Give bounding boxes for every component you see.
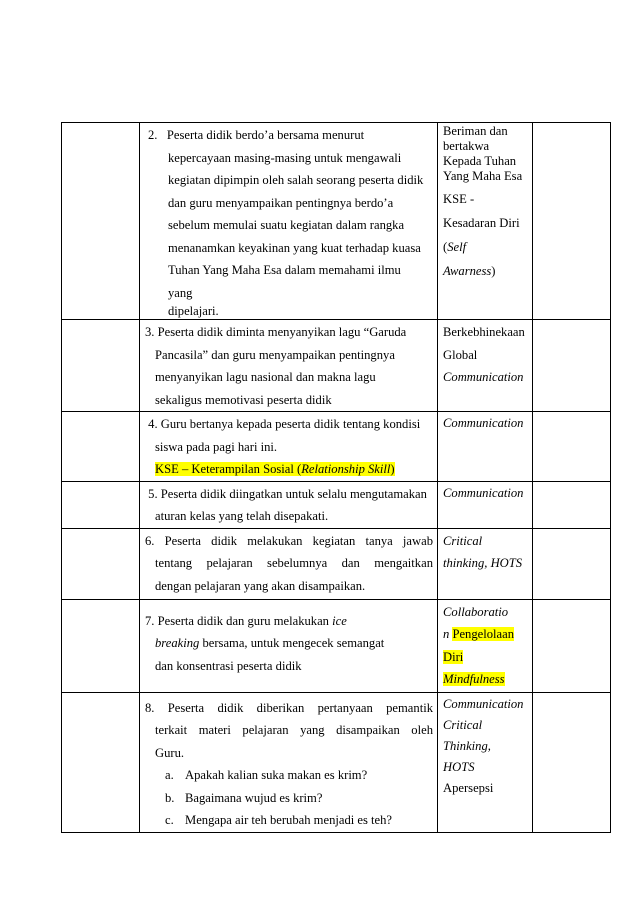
kse-label: KSE – Keterampilan Sosial (	[155, 462, 302, 476]
activity-cell	[140, 123, 438, 320]
activity-line: dengan pelajaran yang akan disampaikan.	[155, 578, 366, 593]
activity-line: yang	[168, 285, 193, 300]
item-number: 8.	[145, 700, 155, 715]
empty-cell	[62, 123, 140, 320]
empty-cell	[62, 599, 140, 692]
value-cell	[438, 123, 533, 320]
value-text: thinking, HOTS	[443, 556, 523, 570]
value-text: HOTS	[443, 759, 475, 774]
activity-line: Peserta didik diberikan pertanyaan pemantik	[167, 700, 433, 715]
kse-label-italic: Relationship Skill	[301, 462, 391, 476]
list-item	[145, 764, 433, 787]
value-text: Critical	[443, 717, 483, 732]
activity-line: dan guru menyampaikan pentingnya berdo’a	[168, 195, 394, 210]
empty-cell	[62, 481, 140, 528]
value-text: Thinking,	[443, 738, 491, 753]
activity-line: tentang pelajaran sebelumnya dan mengaitkan	[155, 556, 433, 570]
table-row	[62, 692, 611, 832]
activity-line: Peserta didik diminta menyanyikan lagu “Garuda	[157, 325, 407, 339]
list-item	[145, 809, 433, 832]
value-text: Berkebhinekaan	[443, 325, 525, 339]
table-row	[62, 599, 611, 692]
value-text: (	[443, 240, 448, 254]
kse-label-close: )	[390, 462, 395, 476]
activity-line: Peserta didik diingatkan untuk selalu mengutamakan	[160, 486, 427, 501]
activity-line: menyanyikan lagu nasional dan makna lagu	[155, 370, 376, 384]
activity-cell	[140, 692, 438, 832]
value-text: KSE -	[443, 192, 475, 206]
value-text: n	[443, 627, 450, 641]
activity-line-italic: ice	[332, 613, 347, 628]
item-number: 5.	[148, 486, 158, 501]
kse-highlight	[155, 462, 395, 476]
activity-line: Guru bertanya kepada peserta didik tentang kondisi	[160, 417, 421, 431]
value-cell	[438, 481, 533, 528]
empty-cell	[62, 320, 140, 412]
empty-cell	[533, 481, 611, 528]
empty-cell	[62, 412, 140, 482]
activity-cell	[140, 481, 438, 528]
table-row	[62, 320, 611, 412]
value-highlight: Diri	[443, 649, 464, 664]
activity-line: aturan kelas yang telah disepakati.	[155, 509, 329, 523]
activity-line: Pancasila” dan guru menyampaikan pentingnya	[155, 347, 395, 362]
value-text: Critical	[443, 533, 483, 548]
empty-cell	[62, 528, 140, 599]
activity-line: terkait materi pelajaran yang disampaikan oleh	[155, 723, 433, 737]
value-cell	[438, 528, 533, 599]
activity-line: bersama, untuk mengecek semangat	[199, 636, 385, 650]
value-cell	[438, 412, 533, 482]
item-number: 2.	[148, 128, 158, 142]
activity-line-italic: breaking	[155, 636, 200, 650]
activity-line: Peserta didik melakukan kegiatan tanya jawab	[164, 533, 433, 548]
activity-cell	[140, 412, 438, 482]
value-text: Communication	[443, 696, 524, 711]
list-item-label: c.	[165, 813, 174, 827]
table-row	[62, 528, 611, 599]
value-highlight: Mindfulness	[443, 672, 505, 686]
list-item-label: a.	[165, 768, 174, 782]
activity-cell	[140, 599, 438, 692]
list-item-text: Bagaimana wujud es krim?	[185, 790, 323, 805]
list-item-label: b.	[165, 790, 175, 805]
value-highlight: Pengelolaan	[452, 627, 515, 641]
value-cell	[438, 692, 533, 832]
table-row	[62, 481, 611, 528]
empty-cell	[533, 528, 611, 599]
item-number: 7.	[145, 613, 155, 628]
empty-cell	[533, 320, 611, 412]
activity-line: dan konsentrasi peserta didik	[155, 658, 302, 673]
lesson-activity-table	[61, 122, 611, 833]
list-item	[145, 787, 433, 810]
value-text: Beriman dan bertakwa Kepada Tuhan Yang Maha Esa	[443, 124, 523, 183]
value-text: Self	[447, 240, 467, 254]
value-cell	[438, 599, 533, 692]
activity-line: Peserta didik berdo’a bersama menurut	[166, 128, 365, 142]
value-text: Communication	[443, 416, 524, 430]
list-item-text: Mengapa air teh berubah menjadi es teh?	[185, 813, 393, 827]
activity-line: siswa pada pagi hari ini.	[155, 439, 278, 454]
activity-line: sebelum memulai suatu kegiatan dalam rangka	[168, 218, 405, 232]
table-row	[62, 412, 611, 482]
activity-line: sekaligus memotivasi peserta didik	[155, 392, 332, 407]
item-number: 6.	[145, 533, 155, 548]
value-cell	[438, 320, 533, 412]
value-text: Collaboratio	[443, 604, 509, 619]
empty-cell	[533, 692, 611, 832]
empty-cell	[533, 123, 611, 320]
value-text: Kesadaran Diri	[443, 216, 520, 230]
activity-line: Guru.	[155, 745, 185, 760]
empty-cell	[533, 599, 611, 692]
value-text: Apersepsi	[443, 780, 494, 795]
activity-cell	[140, 528, 438, 599]
activity-line: menanamkan keyakinan yang kuat terhadap kuasa	[168, 240, 421, 255]
value-text: Awarness	[443, 264, 492, 278]
activity-line: dipelajari.	[168, 304, 219, 318]
activity-line: Peserta didik dan guru melakukan	[157, 613, 333, 628]
table-row	[62, 123, 611, 320]
value-text: Global	[443, 347, 478, 362]
value-text: Communication	[443, 370, 524, 384]
value-text: )	[491, 264, 496, 278]
empty-cell	[533, 412, 611, 482]
item-number: 3.	[145, 325, 155, 339]
activity-cell	[140, 320, 438, 412]
item-number: 4.	[148, 417, 158, 431]
activity-line: Tuhan Yang Maha Esa dalam memahami ilmu	[168, 263, 401, 277]
list-item-text: Apakah kalian suka makan es krim?	[185, 768, 368, 782]
value-text: Communication	[443, 485, 524, 500]
empty-cell	[62, 692, 140, 832]
activity-line: kepercayaan masing-masing untuk mengawali	[168, 150, 402, 165]
activity-line: kegiatan dipimpin oleh salah seorang peserta didik	[168, 173, 424, 187]
